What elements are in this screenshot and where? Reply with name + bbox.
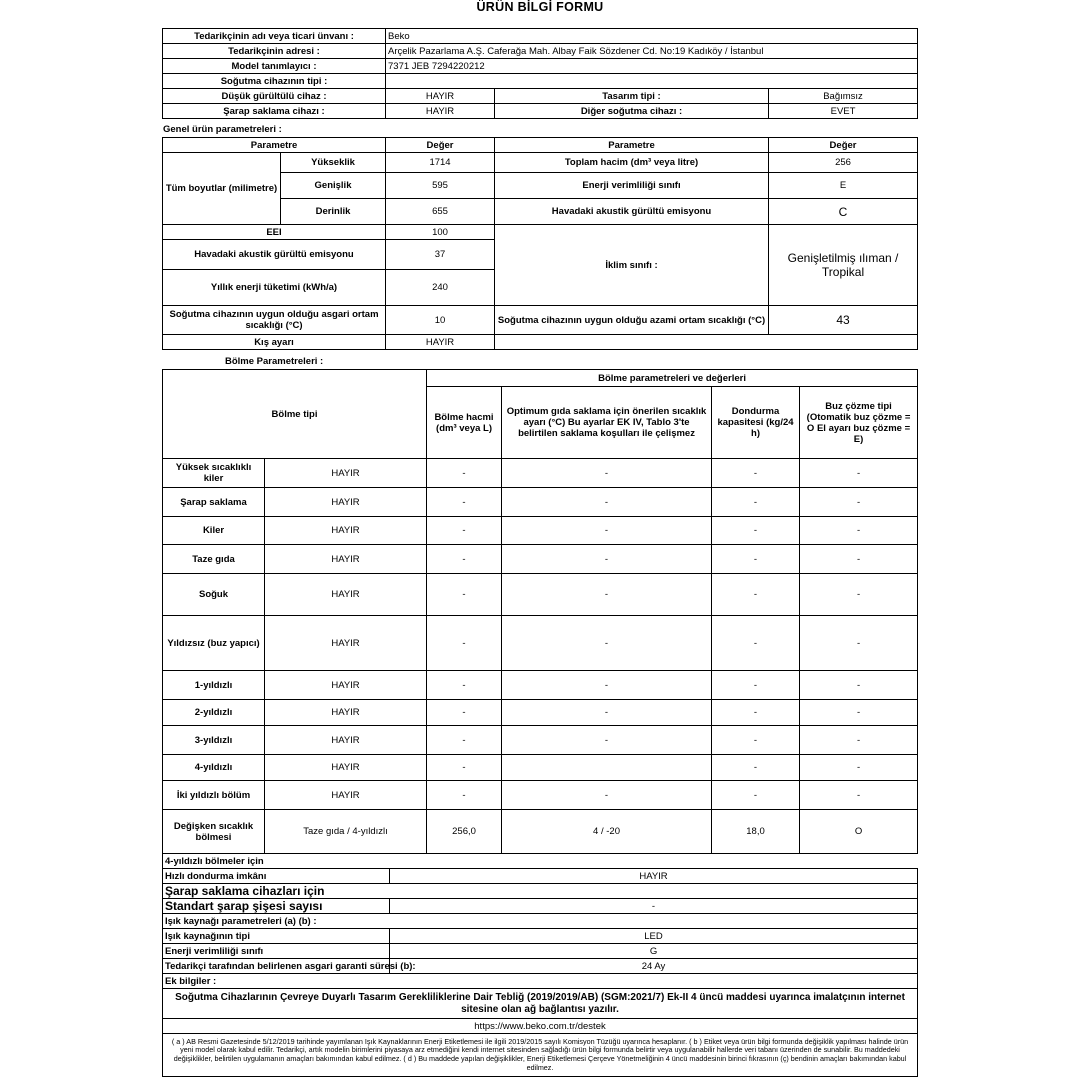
- total-volume-label: Toplam hacim (dm³ veya litre): [495, 153, 769, 173]
- compartment-temp: -: [502, 517, 712, 545]
- compartment-name: Kiler: [163, 517, 265, 545]
- compartment-present: HAYIR: [265, 488, 427, 517]
- compartment-freeze: -: [712, 488, 800, 517]
- compartment-temp: -: [502, 488, 712, 517]
- compartment-present: HAYIR: [265, 781, 427, 810]
- wine-bottles-value: -: [390, 899, 918, 914]
- noise-class-value: C: [769, 199, 918, 225]
- value-header-left: Değer: [386, 138, 495, 153]
- compartment-temp: -: [502, 545, 712, 574]
- compartment-defrost: -: [800, 671, 918, 700]
- compartment-freeze: -: [712, 459, 800, 488]
- compartment-temp: -: [502, 700, 712, 726]
- compartment-defrost: -: [800, 700, 918, 726]
- compartment-row: [163, 545, 918, 574]
- bottom-info-table: [162, 853, 918, 1077]
- form-title: ÜRÜN BİLGİ FORMU: [476, 0, 604, 14]
- compartment-defrost: -: [800, 574, 918, 616]
- compartment-freeze: -: [712, 574, 800, 616]
- warranty-label: Tedarikçi tarafından belirlenen asgari garanti süresi (b):: [163, 959, 390, 974]
- compartment-freeze: -: [712, 726, 800, 755]
- supplier-address: Arçelik Pazarlama A.Ş. Caferağa Mah. Albay Faik Sözdener Cd. No:19 Kadıköy / İstanbul: [386, 44, 918, 59]
- fast-freeze-label: Hızlı dondurma imkânı: [163, 869, 390, 884]
- other-appliance-value: EVET: [769, 104, 918, 119]
- compartment-temp: 4 / -20: [502, 810, 712, 854]
- compartment-present: HAYIR: [265, 726, 427, 755]
- compartment-present: HAYIR: [265, 574, 427, 616]
- fast-freeze-value: HAYIR: [390, 869, 918, 884]
- compartment-volume: -: [427, 488, 502, 517]
- compartment-name: 2-yıldızlı: [163, 700, 265, 726]
- compartment-row: [163, 459, 918, 488]
- value-header-right: Değer: [769, 138, 918, 153]
- compartment-defrost: -: [800, 781, 918, 810]
- compartment-name: Yıldızsız (buz yapıcı): [163, 616, 265, 671]
- dimensions-label: Tüm boyutlar (milimetre): [163, 153, 281, 225]
- compartment-row: [163, 810, 918, 854]
- warranty-value: 24 Ay: [390, 959, 918, 974]
- model-label: Model tanımlayıcı :: [163, 59, 386, 74]
- compartment-defrost: -: [800, 517, 918, 545]
- general-section-label: Genel ürün parametreleri :: [163, 124, 282, 135]
- max-temp-value: 43: [769, 306, 918, 335]
- compartment-row: [163, 671, 918, 700]
- wine-storage-value: HAYIR: [386, 104, 495, 119]
- depth-value: 655: [386, 199, 495, 225]
- winter-value: HAYIR: [386, 335, 495, 350]
- supplier-table: [162, 28, 918, 119]
- compartment-name: Şarap saklama: [163, 488, 265, 517]
- energy-class-value: E: [769, 173, 918, 199]
- extra-info-text: Soğutma Cihazlarının Çevreye Duyarlı Tasarım Gerekliliklerine Dair Tebliğ (2019/2019/AB) (SGM:2021/7) Ek-II 4 üncü maddesi uyarınca imalatçının internet sitesine olan ağ bağlantısı yazılır.: [163, 989, 918, 1019]
- extra-info-label: Ek bilgiler :: [163, 974, 918, 989]
- noise-class-label: Havadaki akustik gürültü emisyonu: [495, 199, 769, 225]
- compartment-temp: [502, 755, 712, 781]
- compartment-name: 4-yıldızlı: [163, 755, 265, 781]
- model-value: 7371 JEB 7294220212: [386, 59, 918, 74]
- compartment-defrost: -: [800, 616, 918, 671]
- compartment-freeze: -: [712, 755, 800, 781]
- compartment-freeze: -: [712, 671, 800, 700]
- width-label: Genişlik: [281, 173, 386, 199]
- winter-empty: [495, 335, 918, 350]
- compartment-present: HAYIR: [265, 671, 427, 700]
- compartment-volume: -: [427, 781, 502, 810]
- compartment-freeze: -: [712, 517, 800, 545]
- compartment-row: [163, 517, 918, 545]
- compartment-defrost: O: [800, 810, 918, 854]
- height-label: Yükseklik: [281, 153, 386, 173]
- min-temp-label: Soğutma cihazının uygun olduğu asgari ortam sıcaklığı (°C): [163, 306, 386, 335]
- compartment-freeze: -: [712, 781, 800, 810]
- compartment-defrost: -: [800, 755, 918, 781]
- design-type-label: Tasarım tipi :: [495, 89, 769, 104]
- other-appliance-label: Diğer soğutma cihazı :: [495, 104, 769, 119]
- compartment-volume: -: [427, 545, 502, 574]
- compartment-table: [162, 369, 918, 854]
- compartment-freeze: -: [712, 545, 800, 574]
- compartment-name: Taze gıda: [163, 545, 265, 574]
- compartment-row: [163, 755, 918, 781]
- compartment-temp: -: [502, 781, 712, 810]
- col-freeze-header: Dondurma kapasitesi (kg/24 h): [712, 387, 800, 459]
- compartment-type-header: Bölme tipi: [163, 370, 427, 459]
- min-temp-value: 10: [386, 306, 495, 335]
- compartment-volume: -: [427, 726, 502, 755]
- compartment-defrost: -: [800, 545, 918, 574]
- param-header-right: Parametre: [495, 138, 769, 153]
- compartment-row: [163, 574, 918, 616]
- compartment-defrost: -: [800, 459, 918, 488]
- compartment-volume: -: [427, 616, 502, 671]
- noise-value: 37: [386, 240, 495, 270]
- col-volume-header: Bölme hacmi (dm³ veya L): [427, 387, 502, 459]
- col-temp-header: Optimum gıda saklama için önerilen sıcaklık ayarı (°C) Bu ayarlar EK IV, Tablo 3'te belirtilen saklama koşulları ile çelişmez: [502, 387, 712, 459]
- depth-label: Derinlik: [281, 199, 386, 225]
- eei-value: 100: [386, 225, 495, 240]
- compartment-volume: -: [427, 671, 502, 700]
- compartment-row: [163, 488, 918, 517]
- compartment-row: [163, 726, 918, 755]
- winter-label: Kış ayarı: [163, 335, 386, 350]
- compartment-present: HAYIR: [265, 755, 427, 781]
- compartment-name: Yüksek sıcaklıklı kiler: [163, 459, 265, 488]
- compartment-freeze: -: [712, 616, 800, 671]
- max-temp-label: Soğutma cihazının uygun olduğu azami ortam sıcaklığı (°C): [495, 306, 769, 335]
- compartment-present: HAYIR: [265, 616, 427, 671]
- compartment-temp: -: [502, 616, 712, 671]
- annual-energy-value: 240: [386, 270, 495, 306]
- compartment-volume: -: [427, 700, 502, 726]
- annual-energy-label: Yıllık enerji tüketimi (kWh/a): [163, 270, 386, 306]
- compartment-present: HAYIR: [265, 517, 427, 545]
- compartment-name: İki yıldızlı bölüm: [163, 781, 265, 810]
- col-defrost-header: Buz çözme tipi (Otomatik buz çözme = O El ayarı buz çözme = E): [800, 387, 918, 459]
- support-url[interactable]: https://www.beko.com.tr/destek: [163, 1019, 918, 1034]
- light-type-label: Işık kaynağının tipi: [163, 929, 390, 944]
- compartment-name: 3-yıldızlı: [163, 726, 265, 755]
- supplier-address-label: Tedarikçinin adresi :: [163, 44, 386, 59]
- climate-class-label: İklim sınıfı :: [495, 225, 769, 306]
- compartment-present: HAYIR: [265, 545, 427, 574]
- compartment-present: HAYIR: [265, 700, 427, 726]
- energy-class-label: Enerji verimliliği sınıfı: [495, 173, 769, 199]
- compartment-volume: -: [427, 574, 502, 616]
- light-class-label: Enerji verimliliği sınıfı: [163, 944, 390, 959]
- compartment-freeze: 18,0: [712, 810, 800, 854]
- compartment-defrost: -: [800, 726, 918, 755]
- compartment-present: HAYIR: [265, 459, 427, 488]
- compartment-group-header: Bölme parametreleri ve değerleri: [427, 370, 918, 387]
- height-value: 1714: [386, 153, 495, 173]
- climate-class-value: Genişletilmiş ılıman / Tropikal: [769, 225, 918, 306]
- light-class-value: G: [390, 944, 918, 959]
- compartment-present: Taze gıda / 4-yıldızlı: [265, 810, 427, 854]
- four-star-section-label: 4-yıldızlı bölmeler için: [163, 854, 918, 869]
- wine-bottles-label: Standart şarap şişesi sayısı: [163, 899, 390, 914]
- compartment-temp: -: [502, 671, 712, 700]
- total-volume-value: 256: [769, 153, 918, 173]
- compartment-temp: -: [502, 574, 712, 616]
- wine-section-label: Şarap saklama cihazları için: [163, 884, 918, 899]
- compartment-defrost: -: [800, 488, 918, 517]
- low-noise-value: HAYIR: [386, 89, 495, 104]
- light-section-label: Işık kaynağı parametreleri (a) (b) :: [163, 914, 918, 929]
- supplier-name: Beko: [386, 29, 918, 44]
- appliance-type-value: [386, 74, 918, 89]
- appliance-type-label: Soğutma cihazının tipi :: [163, 74, 386, 89]
- general-params-table: [162, 137, 918, 350]
- compartment-volume: 256,0: [427, 810, 502, 854]
- low-noise-label: Düşük gürültülü cihaz :: [163, 89, 386, 104]
- design-type-value: Bağımsız: [769, 89, 918, 104]
- footnote: ( a ) AB Resmi Gazetesinde 5/12/2019 tarihinde yayımlanan Işık Kaynaklarının Enerji Etiketlemesi ile ilgili 2019/2015 sayılı Komisyon Tüzüğü uyarınca hesaplanır. ( b ) Etiket veya ürün bilgi formunda değişiklik yapılması halinde ürün yeni model olarak kabul edilir. Tedarikçi, artık modelin birimlerini piyasaya arz etmediğini kendi internet sitesinden sağladığı ürün bilgi formunda belirtir veya uygulanabilir hallerde veri tabanı üzerinden de sunabilir. Bu maddedeki değişiklikler, belirtilen uygulamanın amaçları bakımından kabul edilmez. ( d ) Bu maddede yapılan değişiklikler, Enerji Etiketlemesi Çerçeve Yönetmeliğinin 4 üncü maddesinin birinci fıkrasının (ç) bendinin amaçları bakımından kabul edilmez.: [163, 1034, 918, 1077]
- width-value: 595: [386, 173, 495, 199]
- compartment-name: Soğuk: [163, 574, 265, 616]
- light-type-value: LED: [390, 929, 918, 944]
- compartment-freeze: -: [712, 700, 800, 726]
- noise-label: Havadaki akustik gürültü emisyonu: [163, 240, 386, 270]
- wine-storage-label: Şarap saklama cihazı :: [163, 104, 386, 119]
- compartment-volume: -: [427, 459, 502, 488]
- compartment-row: [163, 700, 918, 726]
- compartment-row: [163, 616, 918, 671]
- compartment-volume: -: [427, 517, 502, 545]
- compartment-temp: -: [502, 726, 712, 755]
- eei-label: EEI: [163, 225, 386, 240]
- compartment-section-label: Bölme Parametreleri :: [225, 356, 324, 367]
- compartment-name: Değişken sıcaklık bölmesi: [163, 810, 265, 854]
- compartment-row: [163, 781, 918, 810]
- compartment-name: 1-yıldızlı: [163, 671, 265, 700]
- param-header-left: Parametre: [163, 138, 386, 153]
- supplier-name-label: Tedarikçinin adı veya ticari ünvanı :: [163, 29, 386, 44]
- compartment-volume: -: [427, 755, 502, 781]
- compartment-temp: -: [502, 459, 712, 488]
